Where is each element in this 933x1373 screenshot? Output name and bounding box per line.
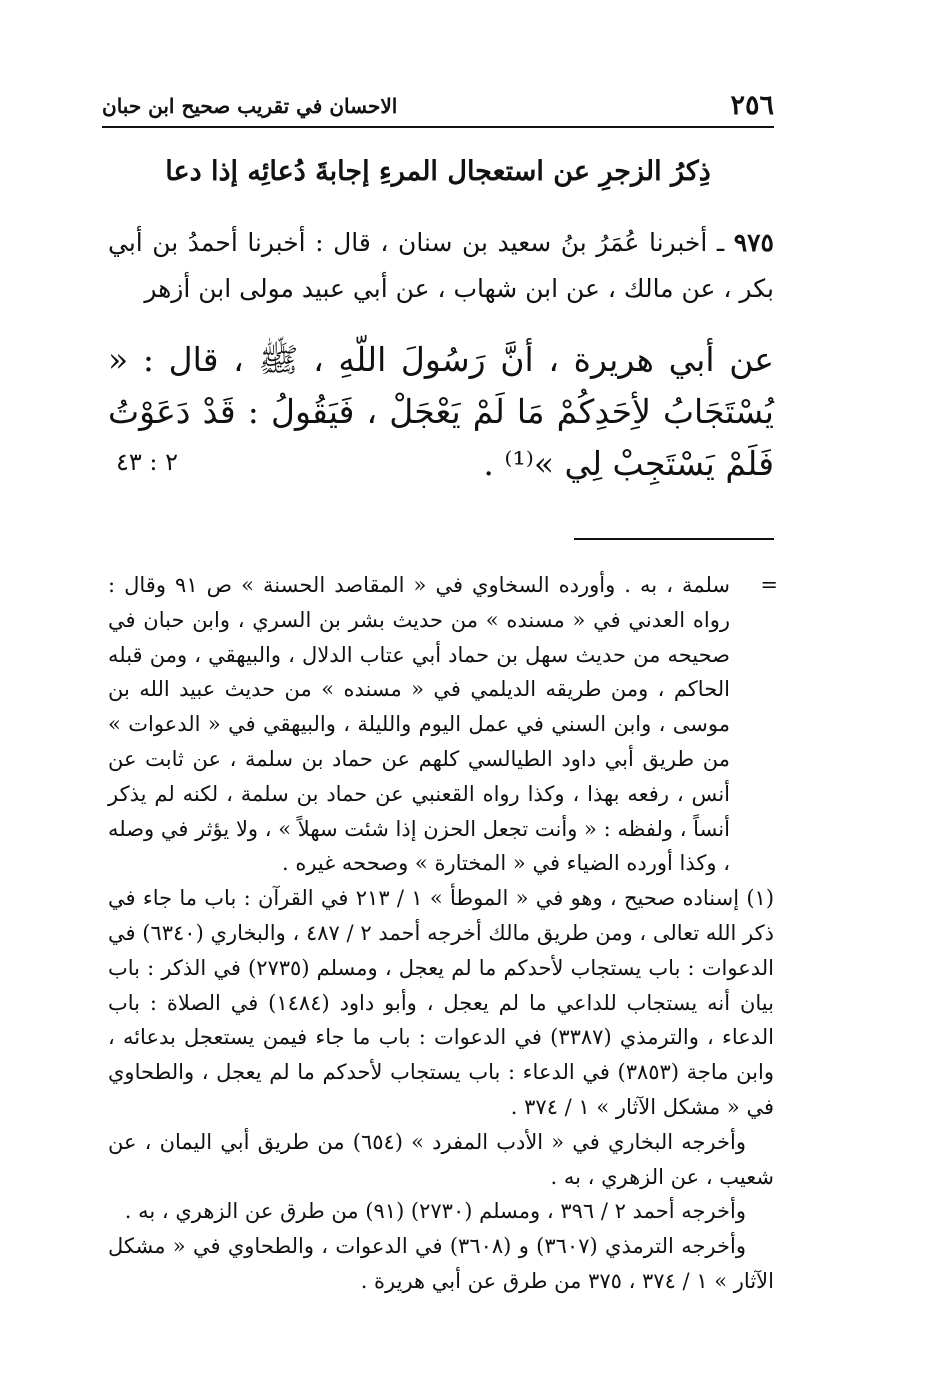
- continuation-text: سلمة ، به . وأورده السخاوي في « المقاصد الحسنة » ص ٩١ وقال : رواه العدني في « مسنده » من حديث بشر بن السري ، وابن حبان في صحيحه من حديث سهل بن حماد أبي عتاب الدلال ، والبيهقي ، ومن قبله الحاكم ، ومن طريقه الديلمي في « مسنده » من حديث عبيد الله بن موسى ، وابن السني في عمل اليوم والليلة ، والبيهقي في « الدعوات » من طريق أبي داود الطيالسي كلهم عن حماد بن سلمة ، عن ثابت عن أنس ، رفعه بهذا ، وكذا رواه القعنبي عن حماد بن سلمة ، لكنه لم يذكر أنساً ، ولفظه : « وأنت تجعل الحزن إذا شئت سهلاً » ، ولا يؤثر في وصله ، وكذا أورده الضياء في « المختارة » وصححه غيره .: [108, 573, 730, 876]
- hadith-isnad: [108, 220, 774, 312]
- isnad-text: ـ أخبرنا عُمَرُ بنُ سعيد بن سنان ، قال : أخبرنا أحمدُ بن أبي بكر ، عن مالك ، عن ابن شهاب ، عن أبي عبيد مولى ابن أزهر: [108, 228, 774, 303]
- footnote-divider: [574, 538, 774, 540]
- continuation-mark: =: [760, 573, 778, 597]
- footnote-continuation: [108, 568, 778, 881]
- hadith-matn: عن أبي هريرة ، أنَّ رَسُولَ اللّهِ ، ﷺ ، قال : « يُسْتَجَابُ لأِحَدِكُمْ مَا لَمْ يَعْجَلْ ، فَيَقُولُ : قَدْ دَعَوْتُ فَلَمْ يَسْتَجِبْ لِي »⁽¹⁾ .: [108, 340, 774, 483]
- footnotes: [108, 568, 778, 1299]
- volume-page-reference: ٢ : ٤٣: [116, 448, 179, 476]
- page-number: ٢٥٦: [730, 90, 774, 121]
- section-title: ذِكرُ الزجرِ عن استعجال المرءِ إجابةَ دُعائِه إذا دعا: [165, 156, 711, 187]
- hadith-number: ٩٧٥: [733, 228, 774, 257]
- footnote-marker: (١): [746, 886, 775, 911]
- footnote-1-text: إسناده صحيح ، وهو في « الموطأ » ١ / ٢١٣ في القرآن : باب ما جاء في ذكر الله تعالى ، ومن طريق مالك أخرجه أحمد ٢ / ٤٨٧ ، والبخاري (٦٣٤٠) في الدعوات : باب يستجاب لأحدكم ما لم يعجل ، ومسلم (٢٧٣٥) في الذكر : باب بيان أنه يستجاب للداعي ما لم يعجل ، وأبو داود (١٤٨٤) في الصلاة : باب الدعاء ، والترمذي (٣٣٨٧) في الدعوات : باب ما جاء فيمن يستعجل بدعائه ، وابن ماجة (٣٨٥٣) في الدعاء : باب يستجاب لأحدكم ما لم يعجل ، والطحاوي في « مشكل الآثار » ١ / ٣٧٤ .: [108, 886, 775, 1119]
- footnote-paragraph: وأخرجه البخاري في « الأدب المفرد » (٦٥٤) من طريق أبي اليمان ، عن شعيب ، عن الزهري ، به .: [108, 1129, 774, 1189]
- footnote-paragraph: وأخرجه أحمد ٢ / ٣٩٦ ، ومسلم (٢٧٣٠) (٩١) من طرق عن الزهري ، به .: [124, 1199, 746, 1224]
- footnote-1: [108, 881, 774, 1125]
- running-header: [102, 88, 774, 128]
- footnote-paragraph: وأخرجه الترمذي (٣٦٠٧) و (٣٦٠٨) في الدعوات ، والطحاوي في « مشكل الآثار » ١ / ٣٧٤ ، ٣٧٥ من طرق عن أبي هريرة .: [108, 1234, 774, 1293]
- book-title: الاحسان في تقريب صحيح ابن حبان: [102, 94, 398, 118]
